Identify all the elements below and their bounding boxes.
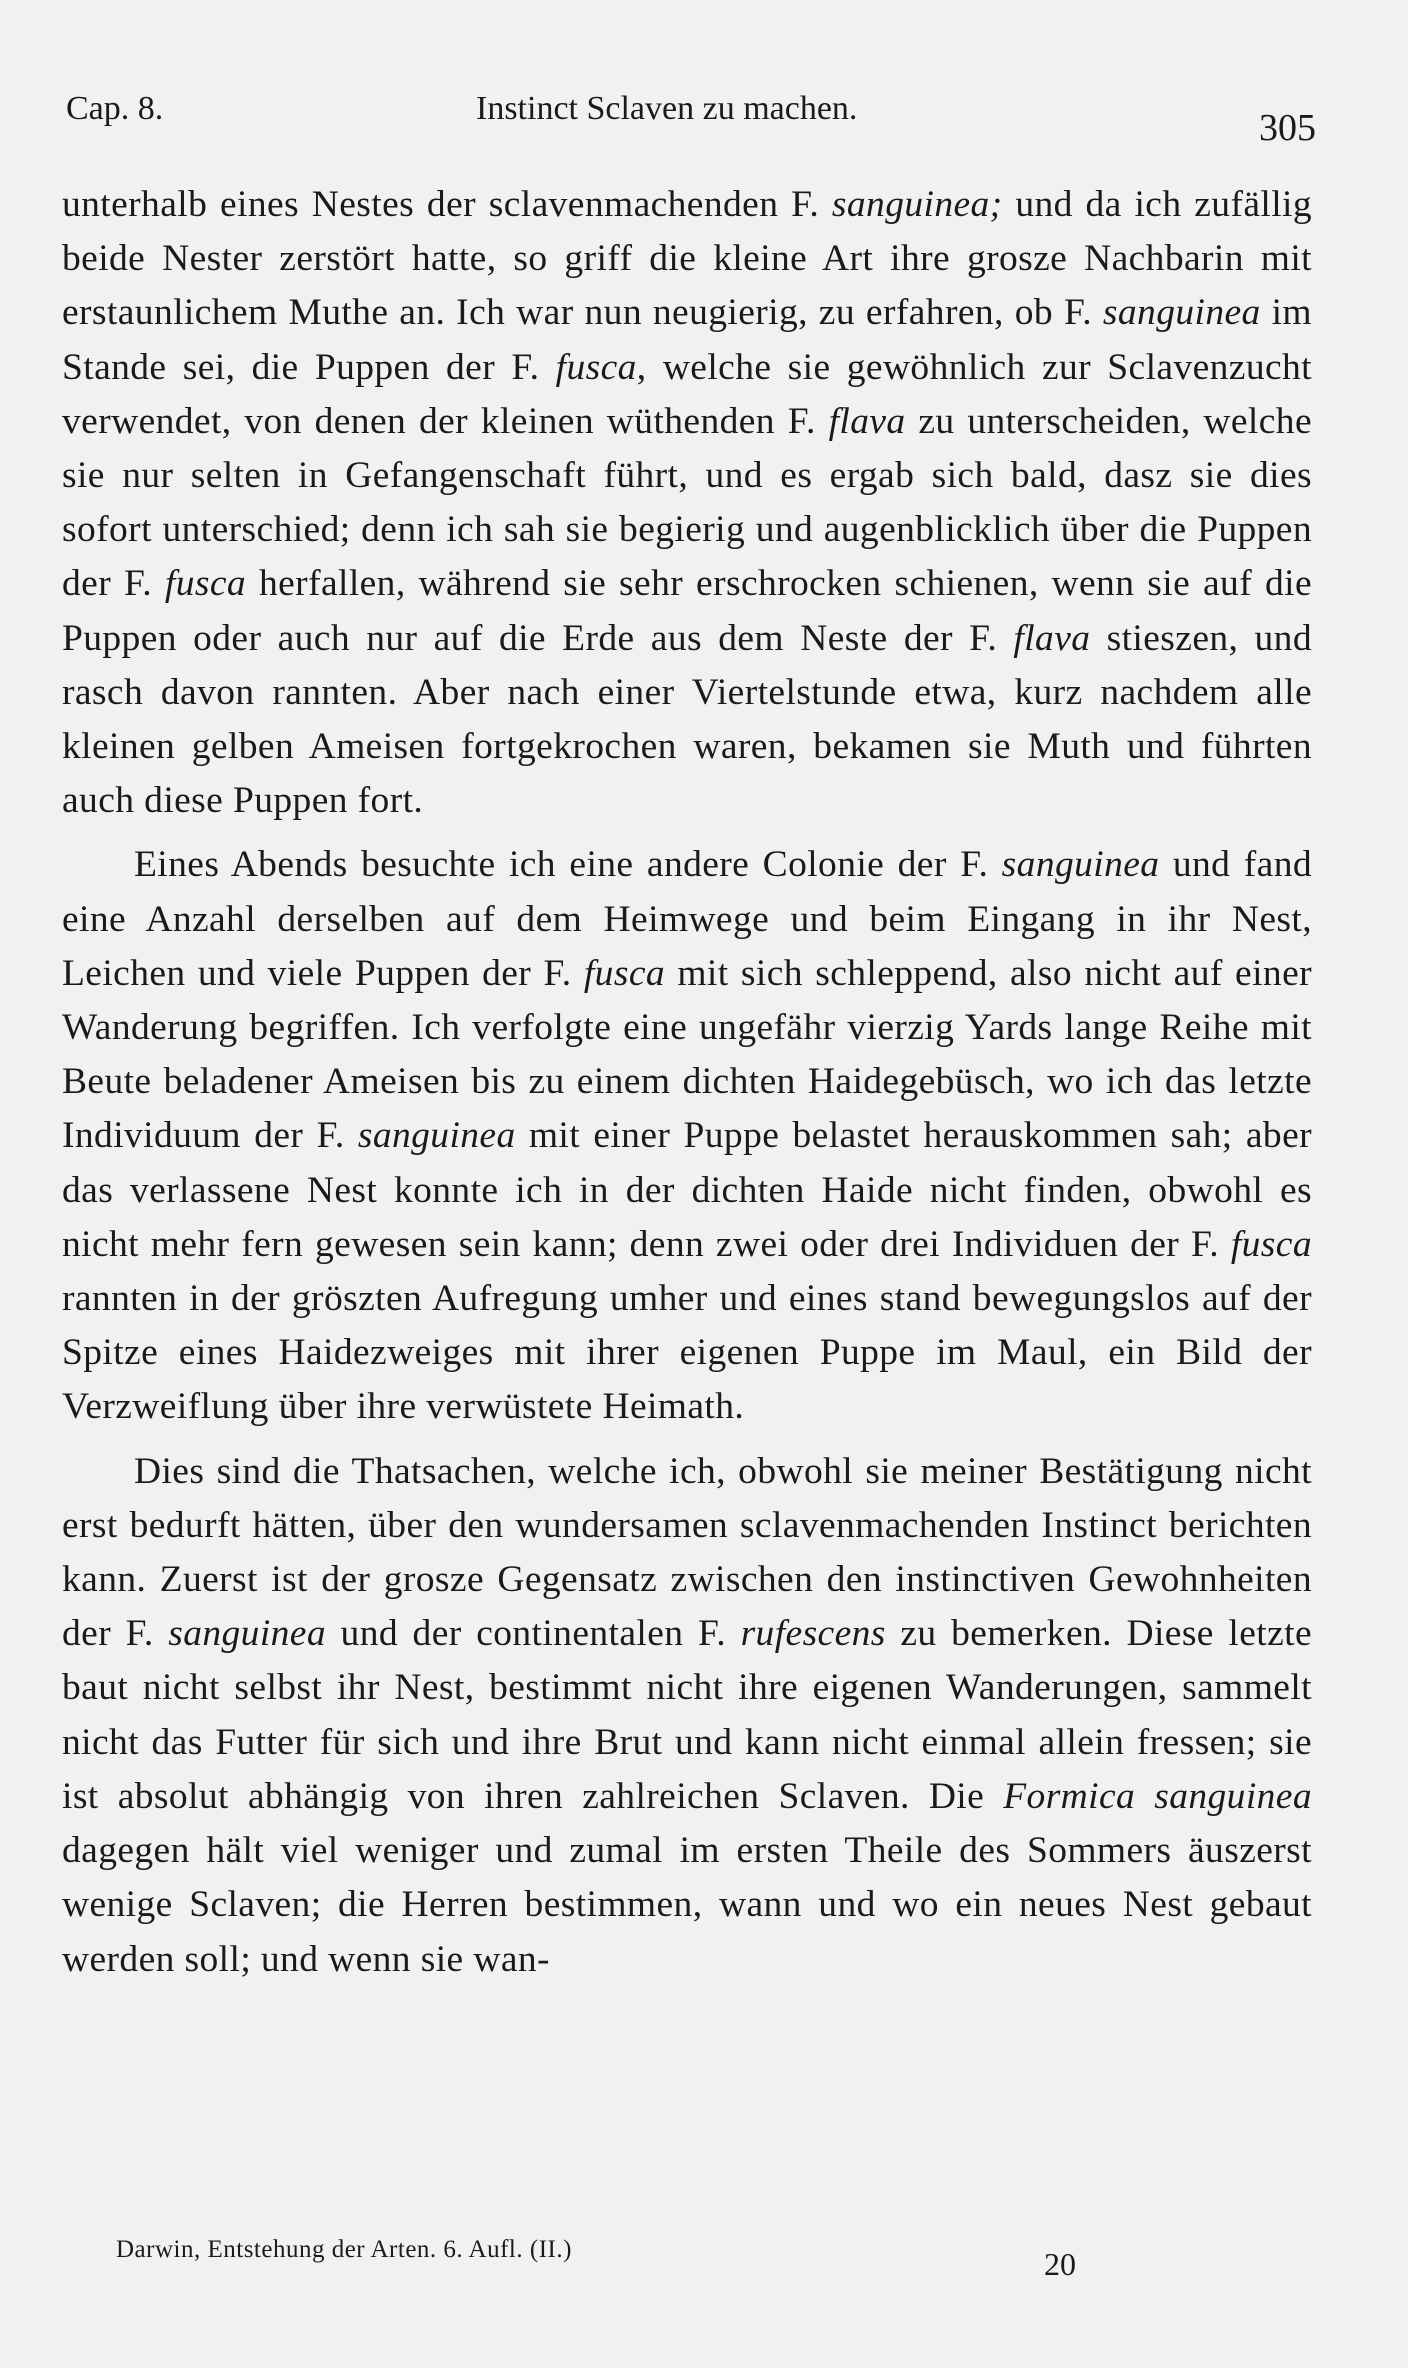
text-run: , welche sie gewöhnlich zur Sclavenzucht verwendet, von denen der kleinen wüthenden [62,346,1313,442]
italic-run: fusca [164,563,247,605]
text-run: Dies sind die Thatsachen, welche ich, obwohl sie meiner Bestätigung nicht erst bedurft hätten, über den wundersamen sclavenmachenden Instinct berichten kann. Zuerst ist der grosze Gegensatz zwischen den instinctiven Gewohnheiten der [62,1450,1312,1655]
text-run: unterhalb eines Nestes der sclavenmachenden [62,184,792,225]
text-run: zu unterscheiden, welche sie nur selten in Gefangenschaft führt, und es ergab sich bald, dasz sie dies sofort unterschied; denn ich sah sie begierig und augenblicklich über die Puppen der [62,400,1312,605]
body-text [62,178,1312,1987]
text-run: F. [123,563,165,605]
italic-run: rufescens [740,1613,886,1655]
paragraph [62,178,1312,828]
italic-run: sanguinea [168,1613,326,1655]
italic-run: flava [828,400,906,442]
italic-run: sanguinea [1001,844,1160,886]
text-run: dagegen hält viel weniger und zumal im ersten Theile des Sommers äuszerst wenige Sclaven; die Herren bestimmen, wann und wo ein neues Nest gebaut werden soll; und wenn sie wan- [62,1830,1312,1980]
italic-run: fusca [555,346,637,388]
italic-run: flava [1013,617,1091,659]
text-run: und da ich zufällig beide Nester zerstört hatte, so griff die kleine Art ihre grosze Nachbarin mit erstaunlichem Muthe an. Ich war nun neugierig, zu erfahren, ob [62,184,1312,334]
italic-run: sanguinea [357,1115,516,1157]
paragraph [62,1445,1312,1987]
text-run: und der continentalen [326,1613,698,1655]
italic-run: fusca [583,952,666,994]
text-run: F. [960,844,1002,886]
text-run: mit sich schleppend, also nicht auf einer Wanderung begriffen. Ich verfolgte eine ungefähr vierzig Yards lange Reihe mit Beute beladener Ameisen bis zu einem dichten Haidegebüsch, wo ich das letzte Individuum der [62,952,1312,1157]
text-run: zu bemerken. Diese letzte baut nicht selbst ihr Nest, bestimmt nicht ihre eigenen Wanderungen, sammelt nicht das Futter für sich und ihre Brut und kann nicht einmal allein fressen; sie ist absolut abhängig von ihren zahlreichen Sclaven. Die [62,1613,1312,1817]
italic-run: sanguinea; [831,184,1003,225]
running-title: Instinct Sclaven zu machen. [476,90,858,127]
italic-run: sanguinea [1102,292,1261,334]
running-header [66,78,1316,148]
text-run: F. [1191,1223,1231,1265]
text-run: F. [697,1613,741,1655]
paragraph [62,838,1312,1434]
chapter-label: Cap. 8. [66,90,164,127]
text-run: stieszen, und rasch davon rannten. Aber nach einer Viertelstunde etwa, kurz nachdem alle kleinen gelben Ameisen fortgekrochen waren, bekamen sie Muth und führten auch diese Puppen fort. [62,617,1312,822]
printer-signature [116,2236,1116,2296]
signature-line: Darwin, Entstehung der Arten. 6. Aufl. (II.) [116,2236,572,2263]
italic-run: fusca [1230,1223,1312,1265]
text-run: F. [543,952,584,994]
text-run: und fand eine Anzahl derselben auf dem Heimwege und beim Eingang in ihr Nest, Leichen und viele Puppen der [62,844,1313,994]
text-run: F. [791,184,832,225]
text-run: herfallen, während sie sehr erschrocken schienen, wenn sie auf die Puppen oder auch nur auf die Erde aus dem Neste der [62,563,1312,659]
page-number: 305 [1259,107,1316,149]
text-run: F. [969,617,1014,659]
italic-run: Formica sanguinea [1003,1775,1312,1817]
text-run: F. [787,400,829,442]
text-run: Eines Abends besuchte ich eine andere Colonie der [134,844,961,886]
text-run: F. [316,1115,358,1157]
text-run: F. [125,1613,169,1655]
signature-number: 20 [1044,2246,1076,2282]
text-run: F. [1063,292,1103,334]
text-run: im Stande sei, die Puppen der [62,292,1312,388]
text-run: rannten in der gröszten Aufregung umher und eines stand bewegungslos auf der Spitze eines Haidezweiges mit ihrer eigenen Puppe im Maul, ein Bild der Verzweiflung über ihre verwüstete Heimath. [62,1278,1312,1428]
text-run: mit einer Puppe belastet herauskommen sah; aber das verlassene Nest konnte ich in der dichten Haide nicht finden, obwohl es nicht mehr fern gewesen sein kann; denn zwei oder drei Individuen der [62,1115,1312,1265]
text-run: F. [511,346,556,388]
